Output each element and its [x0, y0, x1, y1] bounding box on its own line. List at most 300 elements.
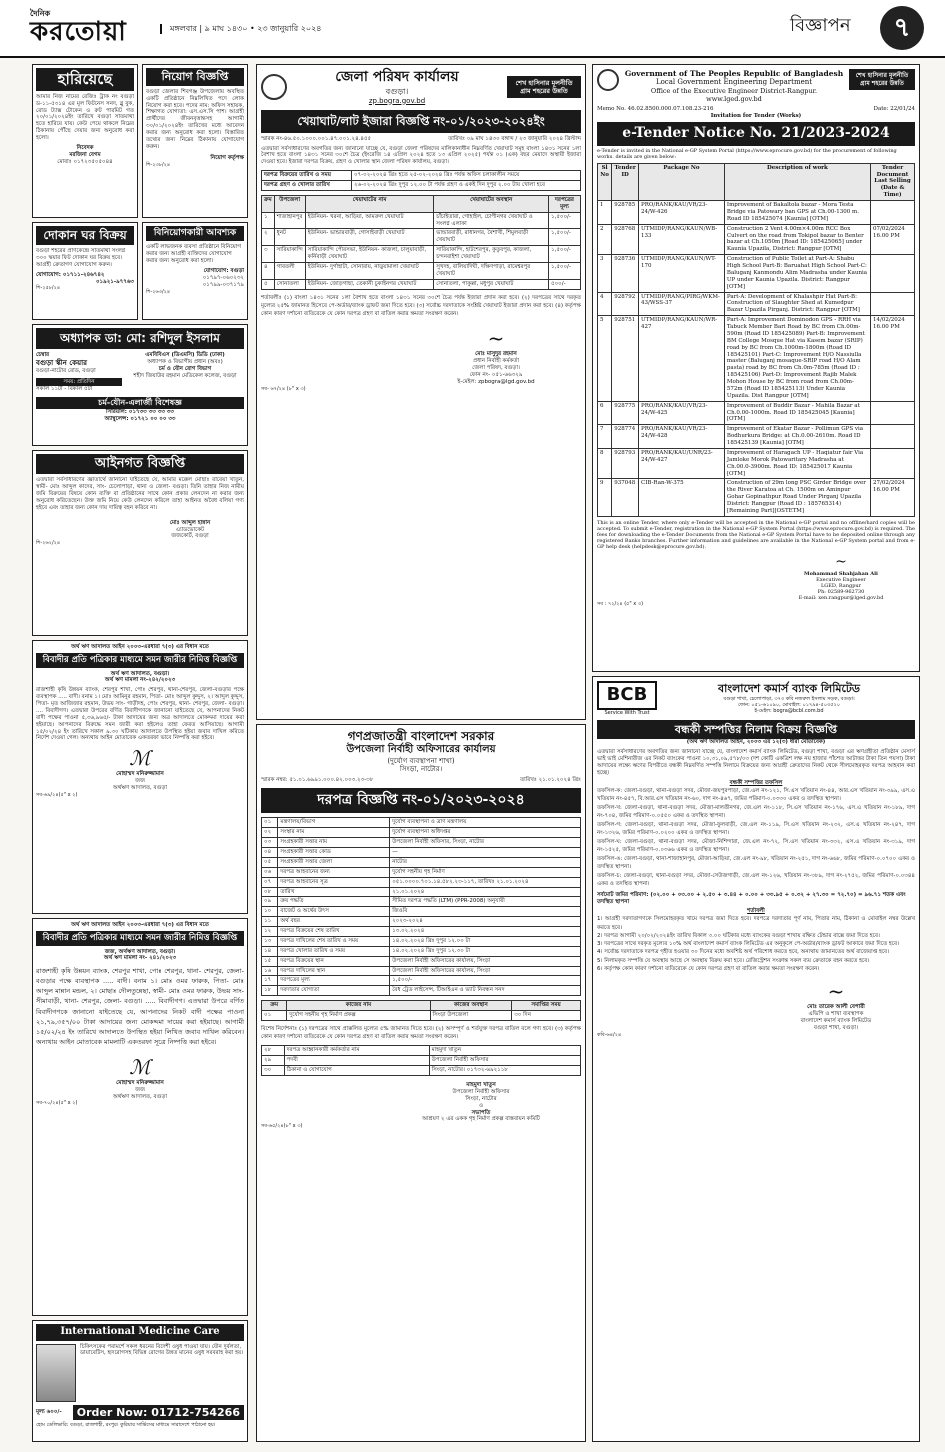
zila-submit-label: দরপত্র গ্রহণ ও খোলার তারিখ — [262, 181, 352, 191]
uno-contact-row — [262, 1046, 581, 1056]
uno-info-row — [262, 867, 581, 877]
lged-table-cell: 928736 — [612, 255, 639, 292]
uno-info-cell: — — [390, 848, 581, 858]
zila-table-cell: ৫০০/- — [549, 279, 581, 289]
lged-footer: This is an online Tender, where only e-Tender will be accepted in the National e-GP portal and no offline/hard copies will be accepted. To submit e-Tender, registration in the National e-GP System Portal (https://www.eprocure.gov.bd) is required. The fees for downloading the e-Tender Documents from the National e-GP System Portal have to be deposited online through any registered Banks branches. Further information and guidelines are available in the National e-GP System portal and from e-GP help desk (helpdesk@eprocure.gov.bd). — [597, 519, 915, 550]
lged-table-cell — [871, 201, 915, 225]
court1-ref: সব-৬৯/২৪(৫" x ২) — [36, 791, 78, 798]
uno-info-cell: ২০২৩-২০২৪ — [390, 917, 581, 927]
uno-info-row — [262, 877, 581, 887]
lged-table-cell: 4 — [598, 292, 612, 316]
uno-info-cell: দরপত্রের মূল্য — [278, 976, 390, 986]
uno-contact-table — [261, 1045, 581, 1076]
bcb-schedule-item: তফসিল-ক: জেলা-বগুড়া, থানা-বগুড়া সদর, মৌজা-জয়পুরপাড়া, জে.এল নং-১২১, সি.এস খতিয়ান নং-৪৪, আর.এস খতিয়ান নং-৩৯৯, এস.এ খতিয়ান নং-৪৫৭, বি.আর.এস খতিয়ান নং-৬০, দাগ নং-৪৬৭, জমির পরিমাণ-০.০৩৩০ একর ও তদস্থিত স্থাপনা। — [597, 787, 915, 803]
uno-info-cell: ১৩.০২.২০২৪ — [390, 927, 581, 937]
zila-table-header: ক্রম — [262, 195, 275, 212]
zila-table-cell: ১ — [262, 212, 275, 229]
bcb-terms-list — [597, 915, 915, 973]
zila-table-cell: সারিয়াকান্দি, হাটশেরপুর, কুতুবপুর, কাজলা, চন্দনবাইশা খেয়াঘাট — [434, 246, 549, 263]
uno-contact-cell: পদবী — [284, 1056, 429, 1066]
lged-table-cell: CIB-Ran-W-375 — [639, 479, 725, 516]
lged-table-cell — [871, 255, 915, 292]
lged-table-cell: 3 — [598, 255, 612, 292]
uno-info-cell: ০৫ — [262, 857, 278, 867]
lged-intro: e-Tender is invited in the National e-GP System Portal (https://www.eprocure.gov.bd) for the procurement of following works. details are given below: — [597, 147, 897, 160]
lged-table-cell: 928768 — [612, 224, 639, 255]
uno-info-table — [261, 817, 581, 996]
zila-table-header: খেয়াঘাটের নাম — [305, 195, 434, 212]
zila-phone: ফোন নং- ০৫১-৬৬৩২৯ — [469, 371, 523, 378]
lged-ref: সব : ৭২/২৪ (৫" x ৩) — [597, 600, 644, 607]
investor-phone-1: ০১৭৯৭-০৬০২৩২ — [202, 274, 244, 281]
bcb-intro: এতদ্বারা সর্বসাধারণের অবগতির জন্য জানানো যাচ্ছে যে, বাংলাদেশ কমার্স ব্যাংক লিমিটেড, বগুড়া শাখা, বগুড়া এর ঋণগ্রহীতা প্রতিষ্ঠান মেসার্স ভাই ভাই মেশিনারীজ এর নিকট ব্যাংকের পাওনা ১০,৩১,০৯,৫৭৮/০৩ (দশ কোটি একত্রিশ লক্ষ নয় হাজার পাঁচশত আটাত্তর টাকা তিন পয়সা) টাকা আদায়ের লক্ষ্যে ঋণের বিপরীতে বন্ধকী নিম্নবর্ণিত সম্পত্তি নিলামে বিক্রয়ের জন্য আগ্রহী ক্রেতাদের নিকট থেকে সীলমোহরকৃত দরপত্র আহবান করা হচ্ছে। — [597, 749, 915, 776]
zila-table-cell: চাঁচাইতারা, গোহাইল, চোপীনগর খেয়াঘাট ও সংলগ্ন এলাকা — [434, 212, 549, 229]
bcb-schedule-item: তফসিল-খ: জেলা-বগুড়া, থানা-বগুড়া সদর, মৌজা-মালতীনগর, জে.এল নং-১১৮, সি.এস খতিয়ান নং-১৭৬, এস.এ খতিয়ান নং-১৮৯, দাগ নং-৭০৪, জমির পরিমাণ-০.০৫৫০ একর ও তদস্থিত স্থাপনা। — [597, 804, 915, 820]
lged-table-cell: 9 — [598, 479, 612, 516]
uno-contact-cell: ২৮ — [262, 1046, 285, 1056]
zila-city: বগুড়া। — [385, 86, 409, 96]
uno-work-cell: দুর্যোগ সহনীয় গৃহ নির্মাণ প্রকল্প — [287, 1011, 430, 1021]
bcb-schedule-item: তফসিল-গ: জেলা-বগুড়া, থানা-বগুড়া সদর, মৌজা-ফুলবাড়ী, জে.এল নং-১১৯, সি.এস খতিয়ান নং-২৩২, এস.এ খতিয়ান নং-২৪৭, দাগ নং-১৩২৬, জমির পরিমাণ-০.০২০০ একর ও তদস্থিত স্থাপনা। — [597, 821, 915, 837]
zila-table-cell: ১,৫০০/- — [549, 246, 581, 263]
lged-table-cell: Improvement of Haragach UP - Haqiatur fair Via Jamloke Morok Patowaritary Madrasha at Ch.00.0-3900m. Road ID: 185425017 Kaunia [OTM] — [724, 448, 870, 479]
bcb-signer-branch: বগুড়া শাখা, বগুড়া। — [813, 1024, 859, 1031]
dateline: মঙ্গলবার | ৯ মাঘ ১৪৩০ • ২৩ জানুয়ারি ২০২৪ — [160, 24, 322, 34]
uno-info-cell: দরপত্র বিক্রয়ের শেষ তারিখ — [278, 927, 390, 937]
bcb-logo-sub: Service With Trust — [604, 709, 650, 716]
bcb-term-item: 6। কর্তৃপক্ষ কোন কারণ দর্শানো ব্যতিরেকে যে কোন দরপত্র গ্রহণ বা বাতিল করার ক্ষমতা সংরক্ষণ করেন। — [597, 965, 820, 972]
zila-table-row — [262, 262, 581, 279]
zila-submit: ২৬-০২-২০২৪ খ্রিঃ দুপুর ১২.০০ টা পর্যন্ত গ্রহণ ও একই দিন দুপুর ২.০০ টায় খোলা হবে — [352, 181, 581, 191]
uno-info-row — [262, 818, 581, 828]
lged-table-cell: 937048 — [612, 479, 639, 516]
zila-table-cell: ইউনিয়ন- ভান্ডারবাড়ী, গোসাইবাড়ী খেয়াঘাট — [305, 229, 434, 246]
lged-table-cell: Construction of Public Toilet at Part-A: Shabu High School Part-B: Baruahat High School Part-C: Baluganj Kanmondu Alim Madrasha under Kaunia UP under Kaunia Upazila. District: Rangpur [OTM] — [724, 255, 870, 292]
govt-emblem-icon — [261, 74, 287, 100]
uno-contact-cell: সিংড়া, নাটোর। ০১৭৩২-৬৯২১১৮ — [429, 1066, 580, 1076]
bcb-name: বাংলাদেশ কমার্স ব্যাংক লিমিটেড — [718, 682, 860, 696]
uno-info-cell: বাজেট ও অর্থের উৎস — [278, 907, 390, 917]
uno-committee: আশ্রয়ণ ২ এর একক গৃহ নির্মাণ প্রকল্প বাস্তবায়ন কমিটি — [422, 1116, 540, 1123]
court-summons-2 — [32, 918, 248, 1316]
court2-act: অর্থ ঋণ আদালত আইন ২০০৩-এরধারা ৭(৩) এর বিধান মতে — [71, 922, 209, 928]
court1-signature: ℳ — [129, 746, 151, 771]
zila-sale-label: দরপত্র বিক্রয়ের তারিখ ও সময় — [262, 171, 352, 181]
doctor-serial: সিরিয়াল: ০১৭৩৩ ৩৩ ৩৩ ৩৩ — [106, 409, 174, 416]
uno-info-cell: ১৩ — [262, 936, 278, 946]
lged-table-row — [598, 201, 915, 225]
court2-title: বিবাদীর প্রতি পত্রিকার মাধ্যমে সমন জারীর নিমিত্ত বিজ্ঞপ্তি — [36, 931, 244, 946]
court1-case: অর্থ ঋণ মামলা নং-২৪২/২০২৩ — [104, 677, 176, 684]
job-ref: শি-২৩৮/২৪ — [146, 161, 171, 168]
bcb-signer-role: এভিপি ও শাখা ব্যবস্থাপক — [808, 1010, 864, 1017]
zila-table-cell: সোনাতলা — [274, 279, 305, 289]
uno-info-cell: তারিখ — [278, 887, 390, 897]
lost-signer: মরজিনা বেগম — [69, 151, 101, 158]
lged-table-cell: 7 — [598, 425, 612, 449]
uno-info-cell: ০৩ — [262, 838, 278, 848]
zila-slogan: শেখ হাসিনার মূলনীতি গ্রাম শহরের উন্নতি — [507, 76, 581, 98]
lged-table-row — [598, 401, 915, 425]
uno-info-cell: সংগ্রহকারী সত্তার নাম — [278, 838, 390, 848]
doctor-name: অধ্যাপক ডা: মো: রশিদুল ইসলাম — [36, 328, 244, 349]
zila-table-header: দরপত্রের মূল্য — [549, 195, 581, 212]
lged-table-row — [598, 316, 915, 402]
bcb-phone: ফোন: ০৫১-৬১০৯০, মোবাইল: ০১৭৯৪-৫০৩৫২০ — [738, 702, 840, 709]
uno-info-cell: সংগ্রহকারী সত্তার কোড — [278, 848, 390, 858]
bcb-auction-notice — [592, 676, 920, 1442]
uno-info-row — [262, 976, 581, 986]
doctor-emergency: অ্যাম্বুলেন্স: ০১৭২১ ০০ ০০ ৩৩ — [104, 416, 176, 423]
uno-signer-place: সিংড়া, নাটোর — [465, 1095, 497, 1102]
legal-body: এতদ্বারা সর্বসাধারণের জ্ঞাতার্থে জানানো যাইতেছে যে, আমার মক্কেল মোছাঃ রাবেয়া খাতুন, স্বামী- মোঃ আব্দুল কাদের, সাং- চেলোপাড়া, থানা ও জেলা- বগুড়া। তিনি তাহার নিজ নামীয় জমি বিক্রয়ের বিষয়ে কোন ব্যক্তি বা প্রতিষ্ঠানের সাথে কোন প্রকার লেনদেন না করার জন্য অনুরোধ করিতেছেন। উক্ত জমি নিয়ে কেউ লেনদেন করিলে তাহা আইনত অবৈধ বলিয়া গণ্য হইবে এবং তাহার জন্য কোন দায় দায়িত্ব বহন করিবে না। — [36, 477, 244, 511]
uno-info-cell: সংগ্রহকারী সত্তার জেলা — [278, 857, 390, 867]
uno-contact-cell: ৩০ — [262, 1066, 285, 1076]
uno-info-cell: দরপত্র বিক্রয়ের স্থান — [278, 956, 390, 966]
lged-signer-role: Executive Engineer — [816, 576, 866, 583]
chamber-name: বগুড়া স্কীন কেয়ার — [36, 358, 87, 367]
lost-title: হারিয়েছে — [36, 68, 134, 91]
zila-table-cell: সারিয়াকান্দি পৌরসভা, ইউনিয়ন- কাজলা, চালুয়াবাড়ী, কর্নিবাড়ী খেয়াঘাট — [305, 246, 434, 263]
uno-info-cell: ১৮ — [262, 986, 278, 996]
uno-info-cell: দরদাতার যোগ্যতা — [278, 986, 390, 996]
legal-title: আইনগত বিজ্ঞপ্তি — [36, 454, 244, 474]
lged-table-cell: UTMIDP/RANG/KAUN/WB-133 — [639, 224, 725, 255]
lged-table-cell: 928792 — [612, 292, 639, 316]
zila-table-cell: সোনাতলা, পাকুল্লা, মধুপুর খেয়াঘাট — [434, 279, 549, 289]
lged-table-cell: 8 — [598, 448, 612, 479]
bcb-signer: মোঃ তারেক আলী বেপারী — [807, 1004, 865, 1011]
doctor-specialty: চর্ম-যৌন-এলার্জী বিশেষজ্ঞ — [36, 397, 244, 409]
court2-body: রাজশাহী কৃষি উন্নয়ন ব্যাংক, শেরপুর শাখা, পোঃ শেরপুর, থানা- শেরপুর, জেলা-বগুড়ার পক্ষে ব্যবস্থাপক ..... বাদী। বনাম ১। মোঃ ওমর ফারুক, পিতা- মোঃ আব্দুল মান্নান মন্ডল, ২। মোছাঃ দৌলতুন্নেছা, স্বামী- মোঃ ওমর ফারুক, উভয় সাং- সীমাবাড়ী, থানা- শেরপুর, জেলা- বগুড়া। ..... বিবাদীগণ। এতদ্বারা উপরে বর্ণিত বিবাদীগণকে জানানো যাইতেছে যে, আপনাদের নিকট বাদী পক্ষের পাওনা ২১,৭৯,৩৫৭/০০ টাকা আদায়ের জন্য মোকদ্দমা দায়ের করা হইয়াছে। আগামী ১৫/০২/২৪ ইং তারিখে আদালতে উপস্থিত হইয়া লিখিত জবাব দাখিল করিবেন। অন্যথায় আইন মোতাবেক মামলাটি একতরফা সূত্রে নিষ্পত্তি করা হইবে। — [36, 967, 244, 1046]
zila-email: ই-মেইল: zpbogra@lgd.gov.bd — [457, 378, 535, 385]
uno-info-row — [262, 887, 581, 897]
zila-table-row — [262, 246, 581, 263]
court2-signer: মোহাম্মদ মনিরুজ্জামান — [116, 1079, 164, 1086]
uno-contact-row — [262, 1066, 581, 1076]
zila-table-cell: ১,৫০০/- — [549, 262, 581, 279]
uno-info-cell: ০৬ — [262, 867, 278, 877]
zila-web: zp.bogra.gov.bd — [368, 96, 426, 105]
shop-body: বগুড়া শহরের প্রাণকেন্দ্রে সাতমাথা সংলগ্ন ৩০০ স্কয়ার ফিট দোকান ঘর বিক্রয় হবে। আগ্রহী ক্রেতাগণ যোগাযোগ করুন। — [36, 248, 126, 268]
uno-info-cell: নাটোর — [390, 857, 581, 867]
uno-info-cell: ১১ — [262, 917, 278, 927]
govt-emblem-icon — [597, 69, 619, 91]
shop-ref: শি-২৫৮/২৪ — [36, 285, 61, 292]
uno-info-cell: ১২ — [262, 927, 278, 937]
bcb-title: বন্ধকী সম্পত্তির নিলাম বিক্রয় বিজ্ঞপ্তি — [597, 720, 915, 740]
lged-table-cell — [871, 401, 915, 425]
uno-gov: গণপ্রজাতন্ত্রী বাংলাদেশ সরকার — [347, 729, 495, 743]
uno-work-header: সমাপ্তির সময় — [512, 1001, 581, 1011]
uno-and: ও — [478, 1102, 484, 1109]
uno-contact-cell: দরপত্র আহ্বানকারী কর্মকর্তার নাম — [284, 1046, 429, 1056]
legal-court: জজকোর্ট, বগুড়া — [171, 533, 209, 540]
zila-parishad-notice — [256, 64, 586, 720]
page-header — [0, 0, 945, 58]
lged-table-cell: 928775 — [612, 401, 639, 425]
lged-tender-notice — [592, 64, 920, 672]
zila-office: জেলা পরিষদ কার্যালয় — [335, 69, 459, 85]
lged-table-cell: Construction 2 Vent 4.00m×4.00m RCC Box Culvert on the road from Tokipol bazar to Benter bazar at Ch.1050m [Road ID: 185425065] under Kaunia Upazila, District: Rangpur [OTM] — [724, 224, 870, 255]
lged-tender-table — [597, 163, 915, 517]
uno-info-row — [262, 917, 581, 927]
uno-work-table — [261, 1000, 581, 1021]
job-body: বগুড়া জেলার শিবগঞ্জ উপজেলায় অবস্থিত একটি প্রতিষ্ঠানে নিম্নলিখিত পদে লোক নিয়োগ করা হবে। পদের নাম: অফিস সহায়ক, শিক্ষাগত যোগ্যতা: এস.এস.সি পাশ। আগ্রহী প্রার্থীদের জীবনবৃত্তান্তসহ আগামী ৩০/০১/২০২৪ইং তারিখের মধ্যে আবেদন করার জন্য অনুরোধ করা হলো। বিস্তারিত তথ্যের জন্য নিম্নের ঠিকানায় যোগাযোগ করুন। — [146, 88, 244, 150]
bcb-term-item: 3। দরপত্রের সাথে দরকৃত মূল্যের ১০% অর্থ বাংলাদেশ কমার্স ব্যাংক লিমিটেড এর অনুকূলে পে-অর্ডার/ব্যাংক ড্রাফট আকারে জমা দিতে হবে। — [597, 941, 899, 948]
court2-case: অর্থ ঋণ মামলা নং- ২৪১/২০২৩ — [103, 955, 177, 962]
zila-table-cell: ইউনিয়ন- দুর্গাহাটা, সোনারায়, নাড়ুয়ামালা খেয়াঘাট — [305, 262, 434, 279]
uno-info-cell: সংস্থার নাম — [278, 828, 390, 838]
bcb-term-item: 2। দরপত্র আগামী ২০/০২/২০২৪ইং তারিখ বিকাল ৩.০০ ঘটিকার মধ্যে ব্যাংকের বগুড়া শাখায় রক্ষিত টেন্ডার বাক্সে জমা দিতে হবে। — [597, 932, 880, 939]
uno-info-cell: ০১ — [262, 818, 278, 828]
uno-info-cell: দরপত্র দাখিলের শেষ তারিখ ও সময় — [278, 936, 390, 946]
lged-table-header: Package No — [639, 163, 725, 200]
zila-date: তারিখঃ ০৯ মাঘ ১৪৩০ বঙ্গাব্দ / ২৩ জানুয়ারি ২০২৪ খ্রিস্টাব্দ — [448, 135, 581, 142]
court1-title: বিবাদীর প্রতি পত্রিকার মাধ্যমে সমন জারীর নিমিত্ত বিজ্ঞপ্তি — [36, 653, 244, 668]
lged-phone: Ph: 02589-962730 — [817, 588, 865, 595]
uno-signer-role: উপজেলা নির্বাহী অফিসার — [452, 1088, 510, 1095]
uno-info-row — [262, 956, 581, 966]
court1-court-footer: অর্থঋণ আদালত, বগুড়া — [112, 785, 168, 791]
uno-info-cell: বৈধ ট্রেড লাইসেন্স, টিআইএন ও ভ্যাট নিবন্ধন সনদ — [390, 986, 581, 996]
zila-signer-role: প্রধান নির্বাহী কর্মকর্তা — [472, 358, 519, 365]
zila-table-cell: ইউনিয়ন- খরনা, আড়িয়া, আমরুল খেয়াঘাট — [305, 212, 434, 229]
court1-body: রাজশাহী কৃষি উন্নয়ন ব্যাংক, শেরপুর শাখা, পোঃ শেরপুর, থানা-শেরপুর, জেলা-বগুড়ার পক্ষে ব্যবস্থাপক ..... বাদী। বনাম ১। মোঃ আমিনুর রহমান, পিতা- মোঃ আব্দুল কুদ্দুস, ২। আব্দুল কুদ্দুস, পিতা- মৃত আজিজার রহমান, উভয় সাং- গাড়ীদহ, পোঃ শেরপুর, থানা- শেরপুর, জেলা- বগুড়া। .... বিবাদীগণ। এতদ্বারা উপরের বর্ণিত বিবাদীগণকে জানানো যাইতেছে যে, আপনাদের নিকট বাদী পক্ষের পাওনা ৫,৩৬,৯৬৫/- টাকা আদায়ের জন্য অত্র আদালতে মোকদ্দমা দায়ের করা হইয়াছে। আপনাদের বিরুদ্ধে সমন জারী করা হইলেও তাহা ফেরত আসিয়াছে। আগামী ১৫/০২/২৪ ইং তারিখে সকাল ৯.৩০ ঘটিকায় আদালতে উপস্থিত হইয়া জবাব দাখিল করিতে নির্দেশ দেওয়া গেল। অন্যথায় আইন মোতাবেক একতরফা ভাবে নিষ্পত্তি করা হইবে। — [36, 687, 244, 742]
uno-info-row — [262, 986, 581, 996]
uno-work-header: ক্রম — [262, 1001, 287, 1011]
uno-info-row — [262, 838, 581, 848]
zila-table-header: উপজেলা — [274, 195, 305, 212]
uno-date: তারিখঃ ২১.০১.২০২৪ খ্রিঃ — [519, 777, 581, 783]
court2-role: জজ — [135, 1086, 145, 1093]
court2-signature: ℳ — [129, 1054, 151, 1079]
legal-ref: শি-২৬২/২৪ — [36, 540, 61, 547]
job-title: নিয়োগ বিজ্ঞপ্তি — [146, 68, 244, 86]
masthead-small: দৈনিক — [30, 8, 51, 18]
uno-info-cell: দরপত্র আহবানের জন্য — [278, 867, 390, 877]
lged-signer: Mohammad Shahjahan Ali — [804, 570, 878, 577]
uno-notes: বিশেষ নির্দেশনাঃ (১) দরপত্রের সাথে প্রাক্কলিত মূল্যের ৫% জামানত দিতে হবে। (২) অসম্পূর্ণ ও শর্তযুক্ত দরপত্র বাতিল বলে গণ্য হবে। (৩) কর্তৃপক্ষ কোন কারণ দর্শানো ব্যতিরেকে যে কোন দরপত্র গ্রহণ বা বাতিল করার ক্ষমতা সংরক্ষণ করেন। — [261, 1025, 581, 1041]
daily-label: সময়: প্রতিদিন — [36, 378, 122, 387]
bcb-schedule-list — [597, 787, 915, 889]
investor-ref: শি-২৬৩/২৪ — [146, 288, 171, 295]
zila-table-cell: ধুনট — [274, 229, 305, 246]
uno-office: উপজেলা নির্বাহী অফিসারের কার্যালয় — [346, 744, 496, 755]
shop-phone-1: যোগাযোগ: ০১৭১১-২৪৬৭৪২ — [36, 271, 105, 278]
zila-table-cell: শাজাহানপুর — [274, 212, 305, 229]
uno-info-cell: ১০ — [262, 907, 278, 917]
bcb-terms-title: শর্তাবলী — [747, 908, 765, 915]
uno-info-cell: দরপত্র দাখিলের স্থান — [278, 966, 390, 976]
uno-info-cell: ০৪ — [262, 848, 278, 858]
lged-table-cell: 5 — [598, 316, 612, 402]
lged-table-cell — [871, 292, 915, 316]
uno-info-cell: দুর্যোগ ব্যবস্থাপনা ও ত্রাণ মন্ত্রণালয় — [390, 818, 581, 828]
lged-table-cell: 07/02/2024 16.00 PM — [871, 224, 915, 255]
lged-table-cell: PRO/RANK/KAU/VR/23-24/W-426 — [639, 201, 725, 225]
zila-table-cell: ১,৫০০/- — [549, 229, 581, 246]
shop-phone-2: ০১৯২১-৯৭৭৬৩ — [95, 278, 134, 285]
chamber-label: চেম্বার — [36, 352, 50, 358]
lged-memo: Memo No. 46.02.8500.000.07.108.23-216 — [597, 106, 714, 113]
uno-work-cell: ৩০ দিন — [512, 1011, 581, 1021]
uno-info-cell: দরপত্র আহবানের সূত্র — [278, 877, 390, 887]
lged-office: Office of the Executive Engineer District-Rangpur. — [650, 87, 818, 96]
zila-signature: ~ — [487, 326, 505, 351]
lged-table-header: Tender ID — [612, 163, 639, 200]
bcb-act: (অর্থ ঋণ আদালত আইন, ২০০৩ এর ১২(৩) ধারা মোতাবেক) — [686, 739, 826, 746]
court1-role: জজ — [135, 778, 145, 785]
lged-table-cell: 27/02/2024 16.00 PM — [871, 479, 915, 516]
zila-intro: এতদ্বারা সর্বসাধারণের অবগতির জন্য জানানো যাচ্ছে যে, বগুড়া জেলা পরিষদের মালিকানাধীন নিম্নবর্ণিত খেয়াঘাট সমূহ বাংলা ১৪৩১ সনের ১লা বৈশাখ হতে বাংলা ১৪৩১ সনের ৩০শে চৈত্র (ইংরেজি ১৪ এপ্রিল ২০২৪ হতে ১৩ এপ্রিল ২০২৫) পর্যন্ত ০১ (এক) বছর মেয়াদে অস্থায়ী ইজারা দেওয়া হবে। ইজারা দরপত্র বিক্রয়, গ্রহণ ও খোলার স্থান জেলা পরিষদ কার্যালয়, বগুড়া। — [261, 145, 581, 166]
uno-info-cell: ০৯ — [262, 897, 278, 907]
zila-terms: শর্তাবলীঃ (১) বাংলা ১৪৩১ সনের ১লা বৈশাখ হতে বাংলা ১৪৩১ সনের ৩০শে চৈত্র পর্যন্ত ইজারা প্রদান করা হবে। (২) দরপত্রের সাথে দরকৃত মূল্যের ২৫% জামানত হিসেবে পে-অর্ডার/ব্যাংক ড্রাফট জমা দিতে হবে। (৩) সর্বোচ্চ দরদাতাকে সংশ্লিষ্ট খেয়াঘাট ইজারা প্রদান করা হবে। (৪) কর্তৃপক্ষ কোন কারণ দর্শানো ব্যতিরেকে যে কোন দরপত্র গ্রহণ বা বাতিল করার ক্ষমতা সংরক্ষণ করেন। — [261, 294, 581, 317]
zila-table-row — [262, 229, 581, 246]
bcb-term-item: 4। সর্বোচ্চ দরদাতাকে দরপত্র গৃহীত হওয়ার ৩০ দিনের মধ্যে অবশিষ্ট অর্থ পরিশোধ করতে হবে, অন্যথায় জামানতের অর্থ বাজেয়াপ্ত হবে। — [597, 949, 890, 956]
uno-chair: সভাপতি — [471, 1109, 491, 1116]
uno-info-cell: ১৬ — [262, 966, 278, 976]
uno-info-cell: মন্ত্রণালয়/বিভাগ — [278, 818, 390, 828]
lost-notice — [32, 64, 138, 218]
uno-info-cell: ২১.০১.২০২৪ — [390, 887, 581, 897]
lged-table-cell — [871, 448, 915, 479]
zila-table-cell: ইউনিয়ন- জোড়গাছা, তেকানী চুকাইনগর খেয়াঘাট — [305, 279, 434, 289]
lged-table-cell: 928774 — [612, 425, 639, 449]
medicine-footer: হোম ডেলিভারি: বগুড়া, রাজশাহী, রংপুর। কুরিয়ার সার্ভিসের মাধ্যমে সারাদেশে পাঠানো হয়। — [36, 1422, 216, 1429]
masthead-title: করতোয়া — [30, 17, 127, 47]
uno-info-cell: উপজেলা নির্বাহী অফিসারের কার্যালয়, সিংড়া — [390, 966, 581, 976]
zila-signer-office: জেলা পরিষদ, বগুড়া। — [472, 365, 520, 371]
lged-table-header: Tender Document Last Selling (Date & Time) — [871, 163, 915, 200]
bcb-term-item: 5। নিলামকৃত সম্পত্তি যে অবস্থায় আছে সে অবস্থায় বিক্রয় করা হবে। রেজিস্ট্রেশন সংক্রান্ত সকল ব্যয় ক্রেতাকে বহন করতে হবে। — [597, 957, 870, 964]
lged-table-cell: 14/02/2024 16.00 PM — [871, 316, 915, 402]
uno-info-cell: দরপত্র খোলার তারিখ ও সময় — [278, 946, 390, 956]
lged-table-cell: 928751 — [612, 316, 639, 402]
lged-table-row — [598, 224, 915, 255]
bcb-logo: BCB — [597, 681, 657, 710]
uno-info-cell: সীমিত দরপত্র পদ্ধতি (LTM) (PPR-2008) অনুযায়ী — [390, 897, 581, 907]
uno-contact-row — [262, 1056, 581, 1066]
bcb-address: বগুড়া শাখা, চেলোপাড়া, ৩৭৩ কবি নজরুল ইসলাম সড়ক, বগুড়া। — [723, 696, 855, 703]
lged-table-cell: Part-A: Improvement Dominodon GPS - RRH via Tabuck Member Bari Road by BC from Ch.00m-590m (Road ID 185425089) Part-B: Improvement BM College Mosque Hat via Kasem bazar (SRIP) road by BC from Ch.1000m-1800m (Road ID 185425101) Part-C: Improvement H/O Nassiulla master (Baluganj mosaque-SRIP road H/O Alam pasta) road by BC from Ch.0m-785m (Road ID : 185425106) Part-D: Improvement Rajib Malek Mohon House by BC from road from Ch.00m-572m (Road ID 185425113) Under Kaunia Upazila. Dist Rangpur [OTM] — [724, 316, 870, 402]
bcb-schedule-item: তফসিল-চ: জেলা-বগুড়া, থানা-বগুড়া সদর, মৌজা-সেউজগাড়ী, জে.এল নং-১২৬, খতিয়ান নং-৩৮৯, দাগ নং-২৭৫২, জমির পরিমাণ-০.০৩৪৪ একর ও তদস্থিত স্থাপনা। — [597, 872, 915, 888]
uno-tender-notice — [256, 724, 586, 1442]
uno-info-row — [262, 936, 581, 946]
lged-table-cell: Part-A: Development of Khalashpir Hat Part-B: Construction of Slaughter Shed at Kumedpur Bazar Upazila Pirganj. District: Rangpur [OTM] — [724, 292, 870, 316]
lged-table-cell: PRO/RANK/KAU/UNR/23-24/W-427 — [639, 448, 725, 479]
lged-web: www.lged.gov.bd — [706, 95, 762, 104]
zila-table-cell: ৩ — [262, 246, 275, 263]
medicine-order: Order Now: 01712-754266 — [73, 1405, 244, 1421]
doctor-degree: এমবিবিএস (ডিএমসি) ডিডি (ঢাকা) — [145, 352, 225, 358]
uno-info-row — [262, 927, 581, 937]
shop-sale-notice — [32, 222, 138, 320]
uno-info-row — [262, 897, 581, 907]
investor-body: একটি লাভজনক ব্যবসা প্রতিষ্ঠানে বিনিয়োগ করার জন্য আগ্রহী ব্যক্তিদের যোগাযোগ করার জন্য অনুরোধ করা হলো। — [146, 244, 241, 264]
uno-work-cell: ০১ — [262, 1011, 287, 1021]
lged-table-cell: Construction of 29m long PSC Girder Bridge over the River Karatoa at Ch. 1500m on Aminpur Gohar Gopinathpur Road Under Pirganj Upazila District: Rangpur (Road ID : 185765314) [Remaining Part][OSTETM] — [724, 479, 870, 516]
uno-info-cell: ০৮ — [262, 887, 278, 897]
uno-title: দরপত্র বিজ্ঞপ্তি নং-০১/২০২৩-২০২৪ — [261, 788, 581, 814]
investor-title: বিনিয়োগকারী আবশ্যক — [146, 226, 244, 241]
bcb-signature: ~ — [827, 979, 845, 1004]
court2-ref: সব-৭০/২৪(৫" x ২) — [36, 1100, 78, 1107]
lged-table-row — [598, 292, 915, 316]
uno-info-cell: ১৪.০২.২০২৪ খ্রিঃ দুপুর ১২.৩০ টা — [390, 946, 581, 956]
lost-signer-label: নিবেদক — [76, 144, 94, 151]
zila-table-cell: সারিয়াকান্দি — [274, 246, 305, 263]
zila-ghat-table — [261, 195, 581, 290]
zila-table-row — [262, 212, 581, 229]
lged-table-cell: PRO/RANK/KAU/VR/23-24/W-425 — [639, 401, 725, 425]
job-notice — [142, 64, 248, 218]
lged-signature: ~ — [835, 553, 847, 570]
bcb-schedule-item: তফসিল-ঘ: জেলা-বগুড়া, থানা-বগুড়া সদর, মৌজা-নিশিন্দারা, জে.এল নং-৭২, সি.এস খতিয়ান নং-৩৩২, এস.এ খতিয়ান নং-৩১৯, দাগ নং-১৫২৫, জমির পরিমাণ-০.০৩৬৬ একর ও তদস্থিত স্থাপনা। — [597, 838, 915, 854]
uno-memo: স্মারক নম্বর: ৫১.০১.৬৯৯১.০০০.৪২.০০৩.২৩-৩৮ — [261, 777, 374, 783]
zila-table-cell: ৫ — [262, 279, 275, 289]
zila-table-cell: ৪ — [262, 262, 275, 279]
investor-phone-2: ০১৭৯৯-০৩৭১৭৯ — [202, 281, 244, 288]
court1-signer: মোহাম্মদ মনিরুজ্জামান — [116, 771, 164, 778]
uno-info-cell: ০৭ — [262, 877, 278, 887]
zila-table-cell: ভান্ডারবাড়ী, রাধানগর, বৈশাখী, শিমুলবাড়ী খেয়াঘাট — [434, 229, 549, 246]
lged-table-row — [598, 255, 915, 292]
court1-act: অর্থ ঋণ আদালত আইন ২০০৩-এরধারা ৭(৩) এর বিধান মতে — [71, 644, 209, 650]
lged-table-cell: 928785 — [612, 201, 639, 225]
lged-email: E-mail: xen.rangpur@lged.gov.bd — [798, 594, 884, 601]
bcb-ref: কবি-৬৪/২৪ — [597, 1031, 622, 1038]
investor-contact: যোগাযোগ: বগুড়া — [203, 267, 244, 274]
uno-contact-cell: মাহমুদা খাতুন — [429, 1046, 580, 1056]
court2-court: জজ, অর্থঋণ আদালত, বগুড়া। — [104, 948, 176, 955]
lged-signer-office: LGED, Rangpur — [820, 582, 862, 589]
uno-info-cell: উপজেলা নির্বাহী অফিসারের কার্যালয়, সিংড়া — [390, 956, 581, 966]
lged-dept: Local Government Engineering Department — [655, 78, 813, 87]
uno-info-cell: উপজেলা নির্বাহী অফিসার, সিংড়া, নাটোর — [390, 838, 581, 848]
uno-info-row — [262, 848, 581, 858]
lged-gov: Government of The Peoples Republic of Bangladesh — [624, 69, 844, 78]
lged-table-cell: UTMIDP/RANG/KAUN/WR-427 — [639, 316, 725, 402]
uno-info-cell: ১৪ — [262, 946, 278, 956]
uno-work-header: কাজের নাম — [287, 1001, 430, 1011]
uno-info-cell: ০৫১.০০০০.৭০১.১৪.৫৮২.২৩-১১৭, তারিখঃ ২১.০১.২০২৪ — [390, 877, 581, 887]
lged-table-cell: 928793 — [612, 448, 639, 479]
uno-info-cell: দুর্যোগ ব্যবস্থাপনা অধিদপ্তর — [390, 828, 581, 838]
bcb-schedule-title: বন্ধকী সম্পত্তির তফসিল — [729, 779, 783, 786]
lost-phone: মোবাঃ ০১৭২৩৫০৫০৪৪ — [57, 158, 113, 165]
legal-role: এ্যাডভোকেট — [175, 526, 205, 533]
lged-table-cell: UTMIDP/RANG/PIRG/WKM-43/WSS-37 — [639, 292, 725, 316]
medicine-price: মূল্য ৬০০/- — [36, 1408, 62, 1415]
lged-table-cell: Improvement of Ekatar Bazar - Pollimun GPS via Bodhurkura Bridge: at Ch.0.00-2610m. Road ID 185425139 [Kaunia] [OTM] — [724, 425, 870, 449]
lged-slogan: শেখ হাসিনার মূলনীতি গ্রাম শহরের উন্নতি — [849, 69, 915, 90]
medicine-bottle-image — [36, 1344, 76, 1402]
legal-signer: মোঃ আব্দুল হান্নান — [169, 519, 211, 526]
lged-table-cell: 6 — [598, 401, 612, 425]
zila-title: খেয়াঘাট/লাট ইজারা বিজ্ঞপ্তি নং-০১/২০২৩-২০২৪ইং — [261, 110, 581, 132]
uno-work-cell: সিংড়া উপজেলা — [430, 1011, 512, 1021]
bcb-signer-office: বাংলাদেশ কমার্স ব্যাংক লিমিটেড — [800, 1017, 872, 1024]
court-summons-1 — [32, 640, 248, 914]
lged-title: e-Tender Notice No. 21/2023-2024 — [597, 122, 915, 146]
uno-info-cell: ১৫ — [262, 956, 278, 966]
lged-table-row — [598, 425, 915, 449]
doctor-college: শহীদ জিয়াউর রহমান মেডিকেল কলেজ, বগুড়া — [133, 372, 237, 379]
uno-branch: (দুর্যোগ ব্যবস্থাপনা শাখা) — [387, 756, 455, 765]
uno-info-row — [262, 946, 581, 956]
court2-court-footer: অর্থঋণ আদালত, বগুড়া — [112, 1093, 168, 1100]
